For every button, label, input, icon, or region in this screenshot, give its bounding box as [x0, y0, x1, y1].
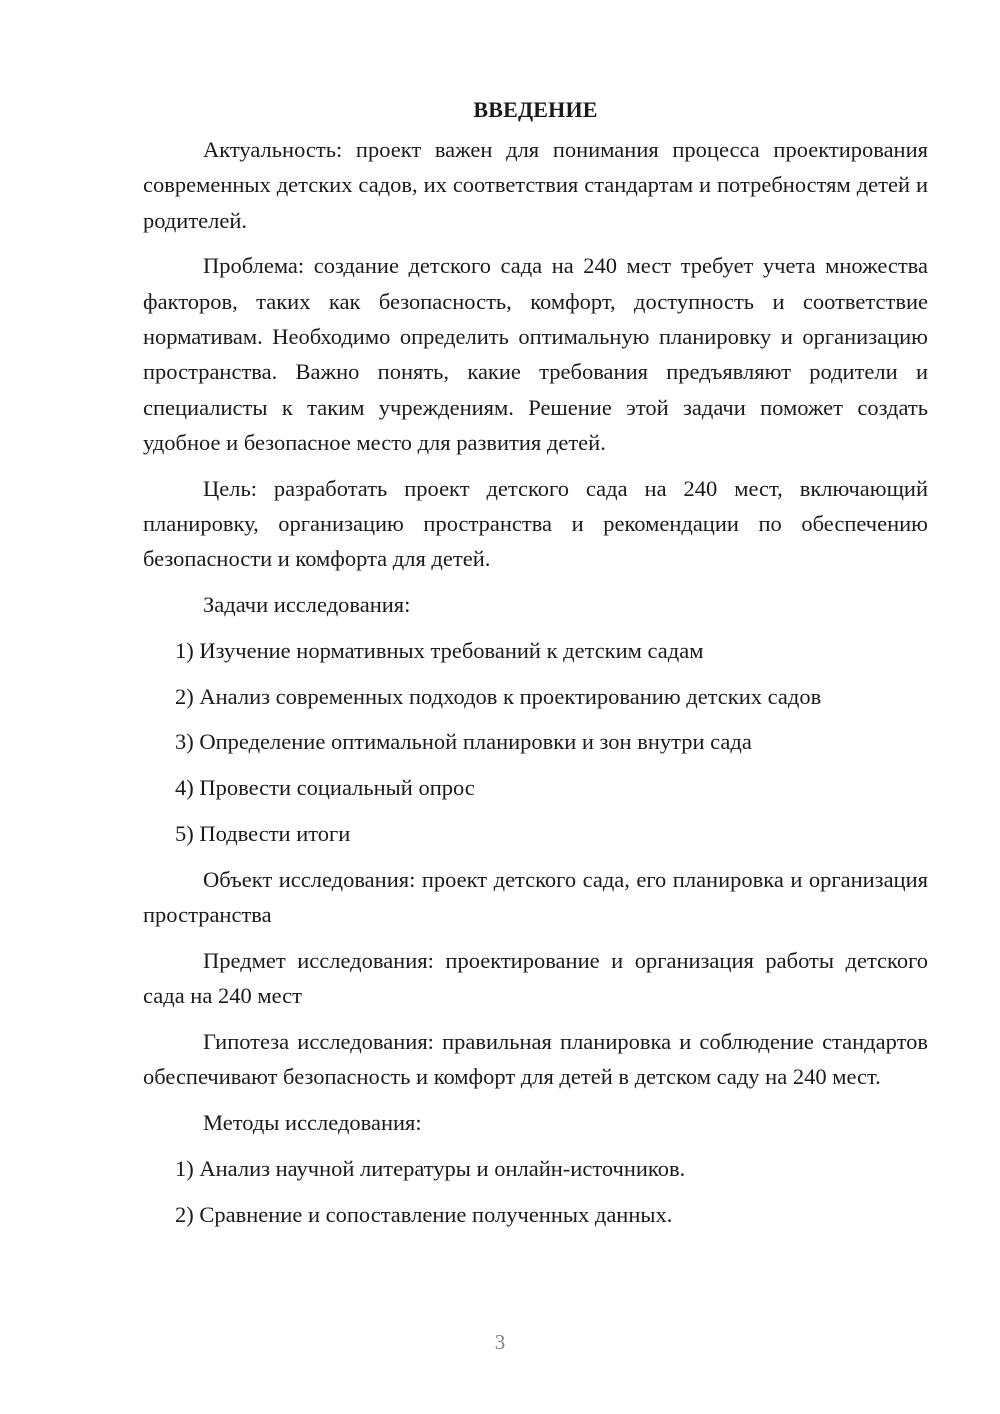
document-page	[143, 92, 928, 1243]
section-title: ВВЕДЕНИЕ	[473, 97, 598, 122]
list-item: 5) Подвести итоги	[175, 821, 351, 847]
methods-heading: Методы исследования:	[203, 1110, 422, 1136]
tasks-heading: Задачи исследования:	[203, 592, 411, 618]
list-item: 3) Определение оптимальной планировки и зон внутри сада	[175, 729, 752, 755]
object-paragraph: Объект исследования: проект детского сада, его планировка и организация пространства	[143, 866, 928, 928]
list-item: 1) Анализ научной литературы и онлайн-источников.	[175, 1155, 686, 1181]
goal-paragraph: Цель: разработать проект детского сада на 240 мест, включающий планировку, организацию пространства и рекомендации по обеспечению безопасности и комфорта для детей.	[143, 475, 928, 572]
list-item: 2) Анализ современных подходов к проектированию детских садов	[175, 683, 822, 709]
list-item: 4) Провести социальный опрос	[175, 775, 475, 801]
list-item: 2) Сравнение и сопоставление полученных данных.	[175, 1201, 673, 1227]
subject-paragraph: Предмет исследования: проектирование и организация работы детского сада на 240 мест	[143, 947, 928, 1009]
list-item: 1) Изучение нормативных требований к детским садам	[175, 637, 704, 663]
problem-paragraph: Проблема: создание детского сада на 240 мест требует учета множества факторов, таких как безопасность, комфорт, доступность и соответствие нормативам. Необходимо определить оптимальную планировку и организацию пространства. Важно понять, какие требования предъявляют родители и специалисты к таким учреждениям. Решение этой задачи поможет создать удобное и безопасное место для развития детей.	[143, 253, 928, 455]
relevance-paragraph: Актуальность: проект важен для понимания процесса проектирования современных детских садов, их соответствия стандартам и потребностям детей и родителей.	[143, 137, 928, 233]
page-number: 3	[494, 1330, 506, 1354]
hypothesis-paragraph: Гипотеза исследования: правильная планировка и соблюдение стандартов обеспечивают безопасность и комфорт для детей в детском саду на 240 мест.	[143, 1029, 928, 1090]
